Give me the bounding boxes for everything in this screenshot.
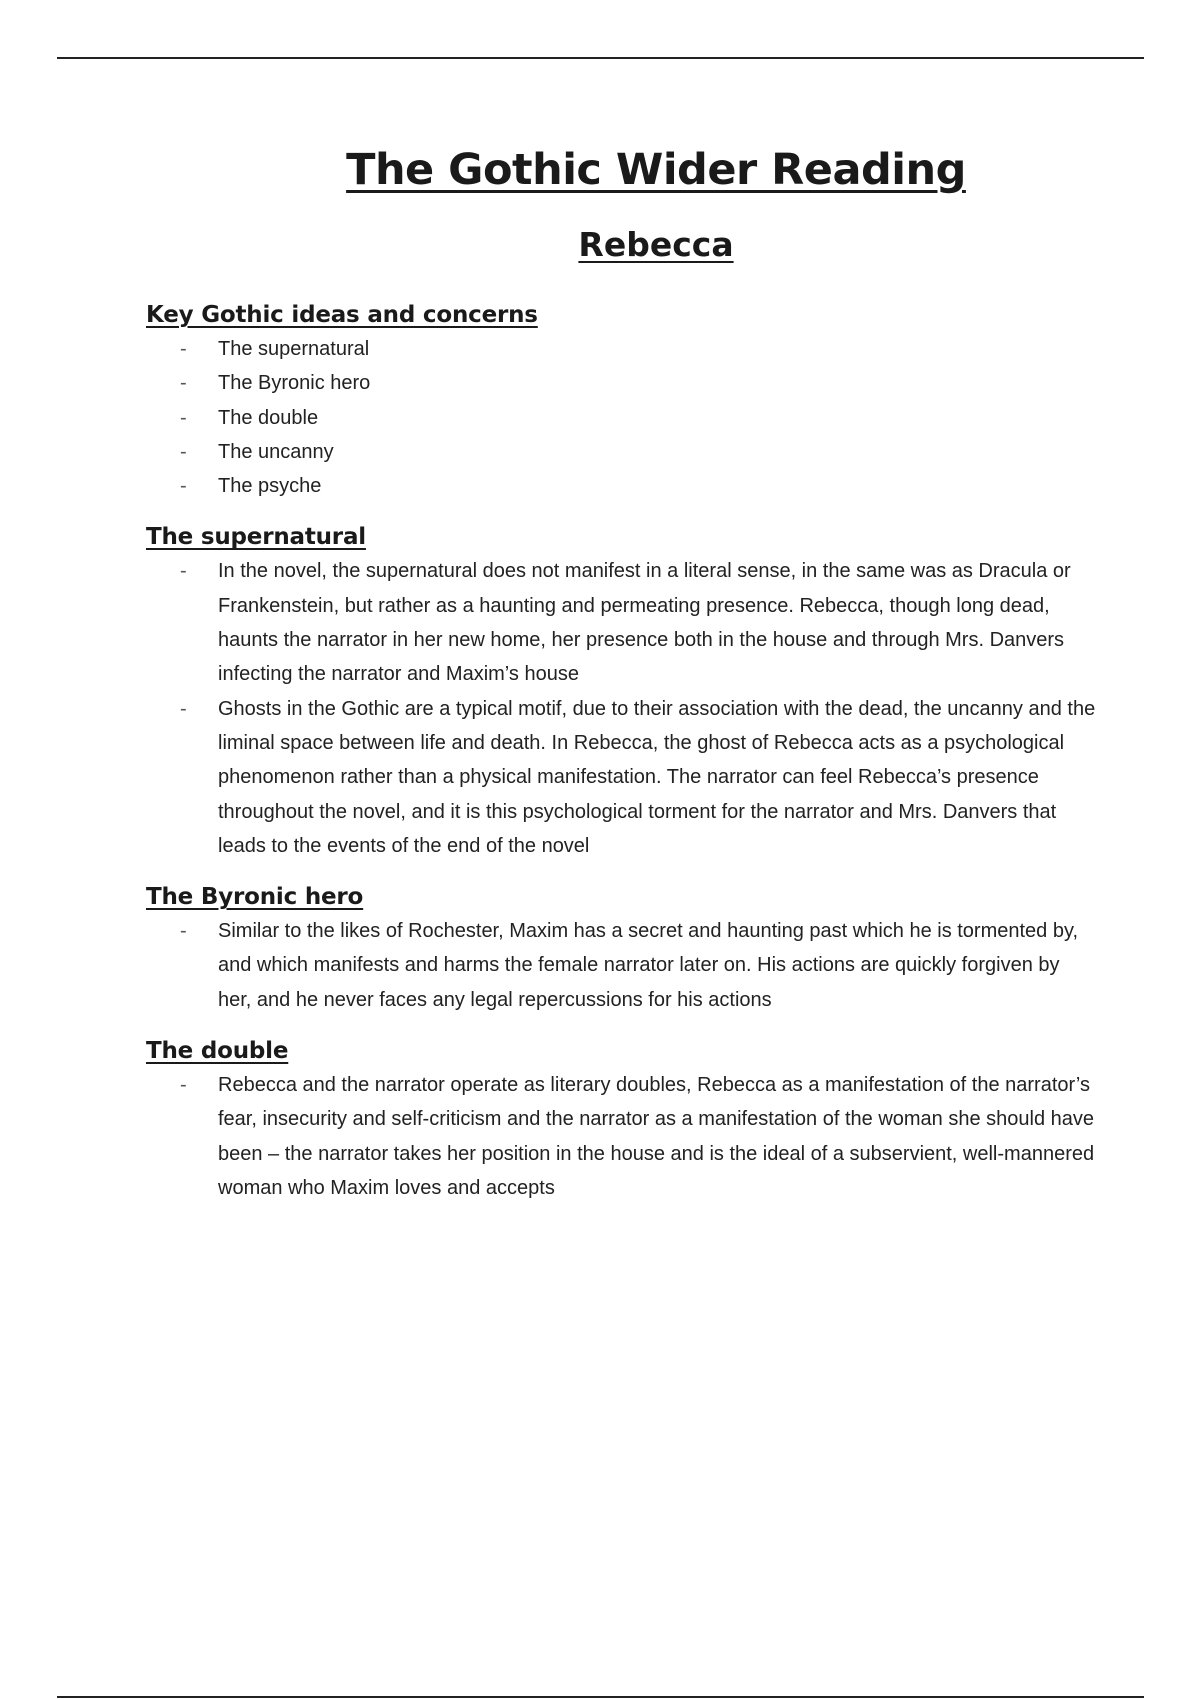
dash-marker: - [180,697,187,720]
list-item-text: The Byronic hero [218,372,371,395]
dash-marker: - [180,920,187,943]
list-item-text: Ghosts in the Gothic are a typical motif, due to their association with the dead, the uncanny and the liminal space between life and death. In Rebecca, the ghost of Rebecca acts as a psychological phenomenon rather than a physical manifestation. The narrator can feel Rebecca’s presence throughout the novel, and it is this psychological torment for the narrator and Mrs. Danvers that leads to the events of the end of the novel [218,697,1096,857]
top-rule [57,57,1144,59]
section-heading-key-ideas: Key Gothic ideas and concerns [146,302,538,328]
dash-marker: - [180,475,187,498]
section-heading-byronic-hero: The Byronic hero [146,884,364,911]
list-item [146,435,1096,469]
bottom-rule [57,1696,1144,1698]
dash-marker: - [180,406,187,429]
document-title: The Gothic Wider Reading [346,145,966,195]
list-item-text: The psyche [218,475,322,498]
list-item [146,332,1096,366]
list-item-text: The uncanny [218,440,334,463]
list-item [146,692,1096,863]
list-item-text: Similar to the likes of Rochester, Maxim has a secret and haunting past which he is tormented by, and which manifests and harms the female narrator later on. His actions are quickly forgiven by her, and he never faces any legal repercussions for his actions [218,920,1079,1011]
list-item-text: Rebecca and the narrator operate as literary doubles, Rebecca as a manifestation of the narrator’s fear, insecurity and self-criticism and the narrator as a manifestation of the woman she should have been – the narrator takes her position in the house and is the ideal of a subservient, well-mannered woman who Maxim loves and accepts [218,1074,1095,1199]
supernatural-list [146,554,1096,863]
list-item-text: The double [218,406,319,429]
list-item [146,401,1096,435]
list-item [146,914,1096,1017]
document-subtitle: Rebecca [578,225,734,264]
dash-marker: - [180,440,187,463]
list-item [146,469,1096,503]
list-item [146,366,1096,400]
list-item [146,554,1096,691]
section-heading-supernatural: The supernatural [146,524,366,551]
double-list [146,1068,1096,1205]
dash-marker: - [180,338,187,360]
section-heading-double: The double [146,1038,289,1065]
list-item-text: In the novel, the supernatural does not manifest in a literal sense, in the same was as Dracula or Frankenstein, but rather as a haunting and permeating presence. Rebecca, though long dead, haunts the narrator in her new home, her presence both in the house and through Mrs. Danvers infecting the narrator and Maxim’s house [218,560,1071,686]
dash-marker: - [180,560,187,583]
key-ideas-list [146,332,1096,503]
document-body [146,140,1096,1205]
dash-marker: - [180,1074,187,1097]
byronic-hero-list [146,914,1096,1017]
list-item-text: The supernatural [218,338,370,360]
list-item [146,1068,1096,1205]
dash-marker: - [180,372,187,395]
